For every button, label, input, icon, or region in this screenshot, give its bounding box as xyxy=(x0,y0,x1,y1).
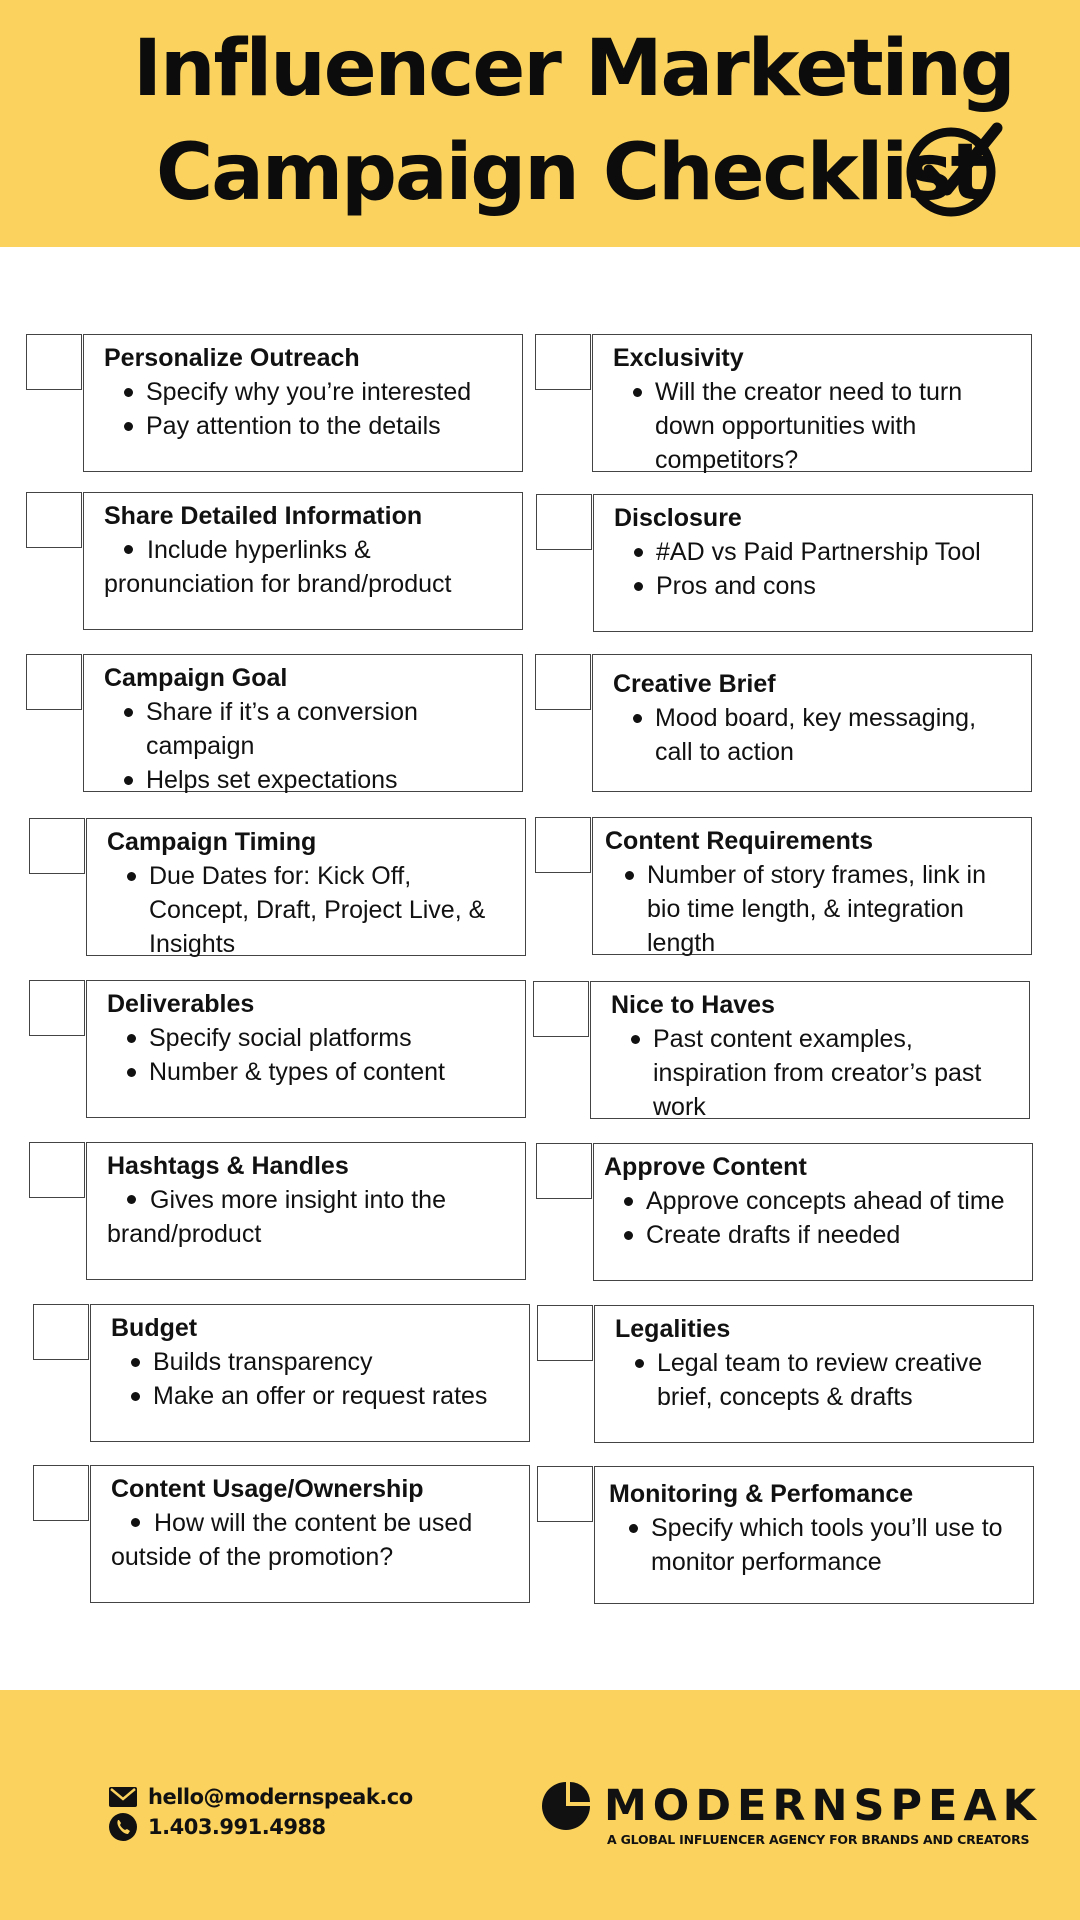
item-card xyxy=(86,980,526,1118)
checkbox[interactable] xyxy=(535,817,591,873)
checkbox[interactable] xyxy=(29,818,85,874)
item-card xyxy=(590,981,1030,1119)
item-heading: Share Detailed Information xyxy=(104,502,423,530)
item-card xyxy=(592,334,1032,472)
item-card xyxy=(86,1142,526,1280)
item-heading: Personalize Outreach xyxy=(104,344,360,372)
checklist-item-campaign-timing xyxy=(29,818,559,958)
item-bullet: Pros and cons xyxy=(614,569,1020,603)
item-bullet: Specify which tools you’ll use to monitor performance xyxy=(609,1511,1021,1579)
item-bullet: Past content examples, inspiration from creator’s past work xyxy=(611,1022,1017,1124)
checkbox[interactable] xyxy=(33,1304,89,1360)
item-heading: Budget xyxy=(111,1314,198,1342)
item-heading: Disclosure xyxy=(614,504,742,532)
page-title-line-2: Campaign Checklist xyxy=(156,128,986,218)
checklist-item-campaign-goal xyxy=(26,654,556,794)
item-text: Gives more insight into the brand/product xyxy=(107,1186,446,1248)
item-heading: Exclusivity xyxy=(613,344,744,372)
checklist-item-budget xyxy=(33,1304,563,1444)
item-heading: Content Requirements xyxy=(605,827,874,855)
item-card xyxy=(90,1465,530,1603)
item-bullet: Helps set expectations xyxy=(104,763,510,797)
item-heading: Nice to Haves xyxy=(611,991,775,1019)
contact-email[interactable] xyxy=(108,1782,413,1812)
brand-tagline: A GLOBAL INFLUENCER AGENCY FOR BRANDS AND CREATORS xyxy=(607,1832,1030,1847)
checkbox[interactable] xyxy=(536,494,592,550)
item-heading: Hashtags & Handles xyxy=(107,1152,349,1180)
brand-name: MODERNSPEAK xyxy=(604,1781,1042,1831)
item-bullet: Mood board, key messaging, call to action xyxy=(613,701,1019,769)
header-banner xyxy=(0,0,1080,247)
item-card xyxy=(592,817,1032,955)
item-bullet: Specify social platforms xyxy=(107,1021,513,1055)
checkbox[interactable] xyxy=(533,981,589,1037)
checkbox[interactable] xyxy=(29,980,85,1036)
item-bullet: Legal team to review creative brief, concepts & drafts xyxy=(615,1346,1021,1414)
item-card xyxy=(592,654,1032,792)
checkbox[interactable] xyxy=(26,334,82,390)
item-heading: Campaign Goal xyxy=(104,664,288,692)
item-bullet: #AD vs Paid Partnership Tool xyxy=(614,535,1020,569)
item-card xyxy=(594,1305,1034,1443)
checklist-item-monitoring-performance xyxy=(537,1466,1067,1606)
checklist-item-personalize-outreach xyxy=(26,334,556,474)
checkbox[interactable] xyxy=(537,1305,593,1361)
phone-text: 1.403.991.4988 xyxy=(148,1815,326,1839)
checklist-item-exclusivity xyxy=(535,334,1065,474)
checklist-item-disclosure xyxy=(536,494,1066,634)
item-bullet: Due Dates for: Kick Off, Concept, Draft, Project Live, & Insights xyxy=(107,859,513,961)
item-bullet: Create drafts if needed xyxy=(604,1218,1020,1252)
check-circle-icon xyxy=(905,118,1005,218)
item-heading: Legalities xyxy=(615,1315,731,1343)
checkbox[interactable] xyxy=(536,1143,592,1199)
checklist-item-hashtags-handles xyxy=(29,1142,559,1282)
checkbox[interactable] xyxy=(26,492,82,548)
checkbox[interactable] xyxy=(33,1465,89,1521)
item-heading: Approve Content xyxy=(604,1153,807,1181)
item-bullet: Builds transparency xyxy=(111,1345,517,1379)
checklist-item-creative-brief xyxy=(535,654,1065,794)
checkbox[interactable] xyxy=(26,654,82,710)
email-text: hello@modernspeak.co xyxy=(148,1785,413,1809)
modernspeak-logo-icon xyxy=(540,1780,592,1832)
phone-icon xyxy=(108,1812,138,1842)
item-card xyxy=(594,1466,1034,1604)
item-heading: Content Usage/Ownership xyxy=(111,1475,424,1503)
checklist-item-deliverables xyxy=(29,980,559,1120)
item-card xyxy=(83,334,523,472)
item-card xyxy=(86,818,526,956)
checklist-item-share-detailed-information xyxy=(26,492,556,632)
item-bullet: Number of story frames, link in bio time length, & integration length xyxy=(605,858,1019,960)
checklist-item-content-usage-ownership xyxy=(33,1465,563,1605)
checklist-item-approve-content xyxy=(536,1143,1066,1283)
checklist-item-content-requirements xyxy=(535,817,1065,957)
item-bullet: Make an offer or request rates xyxy=(111,1379,517,1413)
contact-phone[interactable] xyxy=(108,1812,326,1842)
item-heading: Campaign Timing xyxy=(107,828,317,856)
item-card xyxy=(83,654,523,792)
item-bullet: Approve concepts ahead of time xyxy=(604,1184,1020,1218)
item-bullet: Number & types of content xyxy=(107,1055,513,1089)
item-card xyxy=(90,1304,530,1442)
mail-icon xyxy=(108,1782,138,1812)
checkbox[interactable] xyxy=(535,654,591,710)
checklist-item-legalities xyxy=(537,1305,1067,1445)
footer-banner xyxy=(0,1690,1080,1920)
checkbox[interactable] xyxy=(537,1466,593,1522)
item-text: How will the content be used outside of the promotion? xyxy=(111,1509,473,1571)
checklist-item-nice-to-haves xyxy=(533,981,1063,1121)
item-bullet: Pay attention to the details xyxy=(104,409,510,443)
item-bullet: Will the creator need to turn down opportunities with competitors? xyxy=(613,375,1019,477)
page-title-line-1: Influencer Marketing xyxy=(133,24,1014,114)
item-bullet: Share if it’s a conversion campaign xyxy=(104,695,510,763)
item-heading: Monitoring & Perfomance xyxy=(609,1480,914,1508)
item-heading: Creative Brief xyxy=(613,670,776,698)
item-card xyxy=(593,1143,1033,1281)
item-card xyxy=(593,494,1033,632)
item-card xyxy=(83,492,523,630)
item-text: Include hyperlinks & pronunciation for brand/product xyxy=(104,536,452,598)
checkbox[interactable] xyxy=(535,334,591,390)
item-heading: Deliverables xyxy=(107,990,255,1018)
item-bullet: Specify why you’re interested xyxy=(104,375,510,409)
checkbox[interactable] xyxy=(29,1142,85,1198)
